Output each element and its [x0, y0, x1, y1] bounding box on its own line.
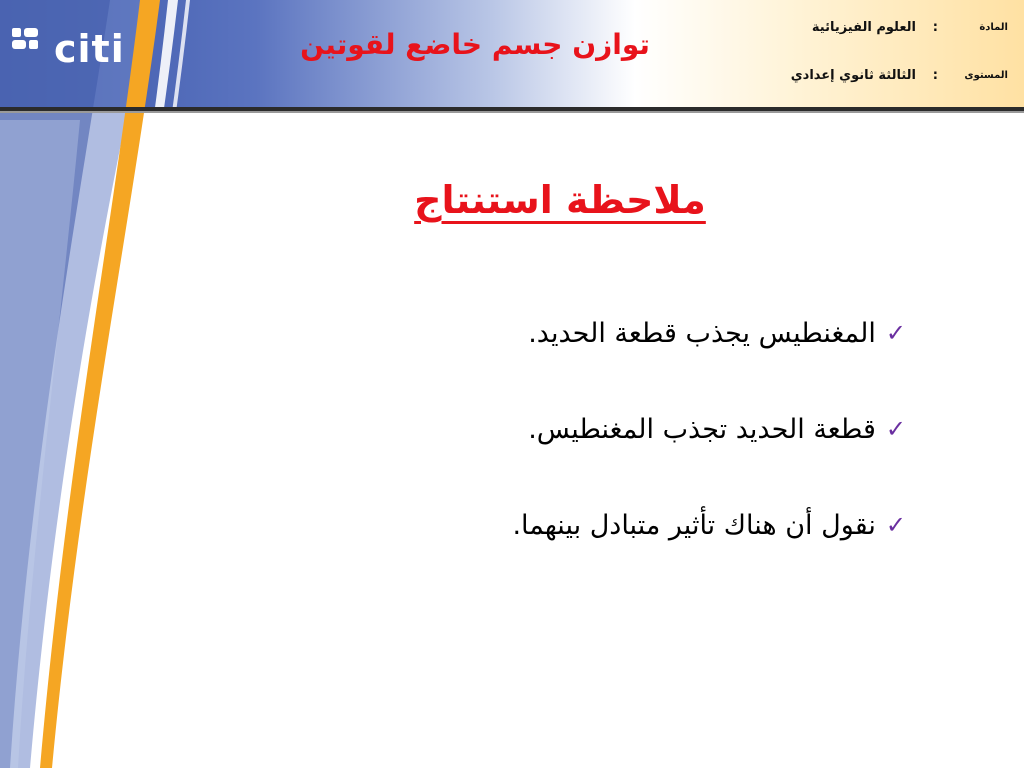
- citi-logo: [10, 22, 140, 70]
- logo-text: citi: [54, 27, 125, 71]
- meta-row-subject: [778, 20, 1008, 68]
- bullet-text: قطعة الحديد تجذب المغنطيس.: [528, 413, 876, 445]
- meta-value: الثالثة ثانوي إعدادي: [790, 68, 916, 83]
- bullet-list: [286, 308, 906, 596]
- header-divider-shadow: [0, 111, 1024, 113]
- check-icon: ✓: [885, 319, 906, 347]
- meta-value: العلوم الفيزيائية: [811, 20, 916, 35]
- list-item: [286, 308, 906, 358]
- meta-key: المستوى: [964, 70, 1008, 81]
- meta-info: [778, 20, 1008, 116]
- check-icon: ✓: [885, 511, 906, 539]
- meta-colon: :: [932, 20, 938, 35]
- logo-mark-icon: [10, 22, 50, 62]
- meta-key: المادة: [979, 22, 1008, 33]
- meta-colon: :: [932, 68, 938, 83]
- section-heading: [380, 178, 740, 222]
- section-heading-text: ملاحظة استنتاج: [414, 178, 706, 222]
- check-icon: ✓: [885, 415, 906, 443]
- list-item: [286, 500, 906, 550]
- bullet-text: نقول أن هناك تأثير متبادل بينهما.: [512, 509, 876, 541]
- bullet-text: المغنطيس يجذب قطعة الحديد.: [528, 317, 876, 349]
- list-item: [286, 404, 906, 454]
- slide-title: توازن جسم خاضع لقوتين: [300, 28, 650, 61]
- left-decoration: [0, 0, 260, 768]
